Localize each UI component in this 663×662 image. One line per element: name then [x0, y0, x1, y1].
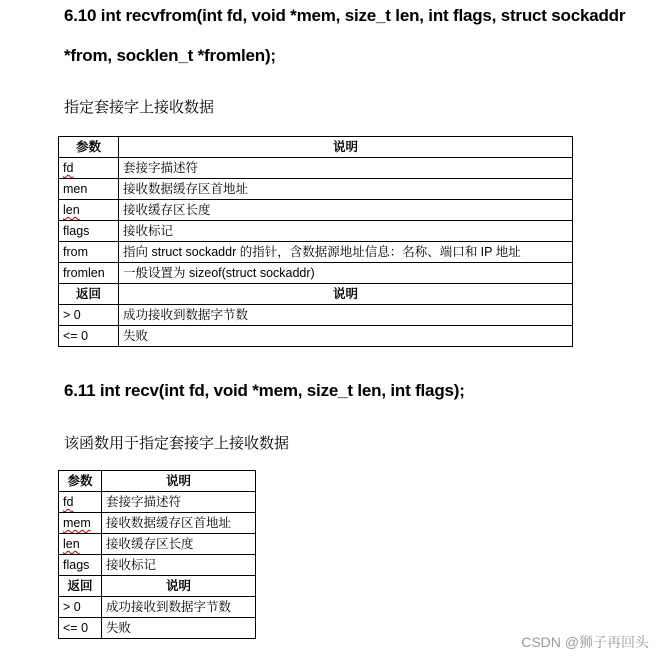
table-row: [59, 263, 573, 284]
table-row: [59, 326, 573, 347]
table-row: [59, 492, 256, 513]
table-header-row: [59, 576, 256, 597]
table-row: [59, 534, 256, 555]
table-header-row: [59, 137, 573, 158]
param-desc: 接收标记: [102, 555, 256, 576]
param-desc: 套接字描述符: [102, 492, 256, 513]
param-name: len: [59, 200, 119, 221]
param-desc: 接收数据缓存区首地址: [119, 179, 573, 200]
return-desc: 失败: [119, 326, 573, 347]
table-row: [59, 242, 573, 263]
param-header: 参数: [59, 137, 119, 158]
return-header: 返回: [59, 284, 119, 305]
table-row: [59, 221, 573, 242]
param-desc: 接收缓存区长度: [119, 200, 573, 221]
param-desc: 接收数据缓存区首地址: [102, 513, 256, 534]
param-name: flags: [59, 555, 102, 576]
csdn-watermark: CSDN @狮子再回头: [521, 634, 649, 650]
param-desc: 套接字描述符: [119, 158, 573, 179]
return-desc: 成功接收到数据字节数: [119, 305, 573, 326]
table-row: [59, 200, 573, 221]
table-header-row: [59, 471, 256, 492]
table-row: [59, 513, 256, 534]
return-value: > 0: [59, 597, 102, 618]
param-name: fd: [59, 492, 102, 513]
return-value: <= 0: [59, 618, 102, 639]
table-header-row: [59, 284, 573, 305]
param-desc: 接收标记: [119, 221, 573, 242]
return-value: <= 0: [59, 326, 119, 347]
return-desc-header: 说明: [102, 576, 256, 597]
param-desc: 接收缓存区长度: [102, 534, 256, 555]
param-header: 参数: [59, 471, 102, 492]
table-row: [59, 618, 256, 639]
recv-heading: 6.11 int recv(int fd, void *mem, size_t len, int flags);: [64, 381, 465, 400]
param-name: flags: [59, 221, 119, 242]
desc-header: 说明: [102, 471, 256, 492]
recvfrom-table: [58, 136, 573, 347]
param-name: from: [59, 242, 119, 263]
return-desc: 成功接收到数据字节数: [102, 597, 256, 618]
recvfrom-description: 指定套接字上接收数据: [64, 99, 215, 116]
recv-description: 该函数用于指定套接字上接收数据: [64, 435, 290, 452]
return-value: > 0: [59, 305, 119, 326]
recvfrom-heading-line2: *from, socklen_t *fromlen);: [64, 46, 276, 65]
table-row: [59, 597, 256, 618]
param-name: len: [59, 534, 102, 555]
param-name: men: [59, 179, 119, 200]
desc-header: 说明: [119, 137, 573, 158]
param-desc: 一般设置为 sizeof(struct sockaddr): [119, 263, 573, 284]
table-row: [59, 158, 573, 179]
param-name: fromlen: [59, 263, 119, 284]
param-name: fd: [59, 158, 119, 179]
recvfrom-heading-line1: 6.10 int recvfrom(int fd, void *mem, size_t len, int flags, struct sockaddr: [64, 6, 626, 25]
param-name: mem: [59, 513, 102, 534]
table-row: [59, 555, 256, 576]
table-row: [59, 305, 573, 326]
return-desc-header: 说明: [119, 284, 573, 305]
return-desc: 失败: [102, 618, 256, 639]
recv-table: [58, 470, 256, 639]
table-row: [59, 179, 573, 200]
param-desc: 指向 struct sockaddr 的指针，含数据源地址信息：名称、端口和 IP 地址: [119, 242, 573, 263]
return-header: 返回: [59, 576, 102, 597]
